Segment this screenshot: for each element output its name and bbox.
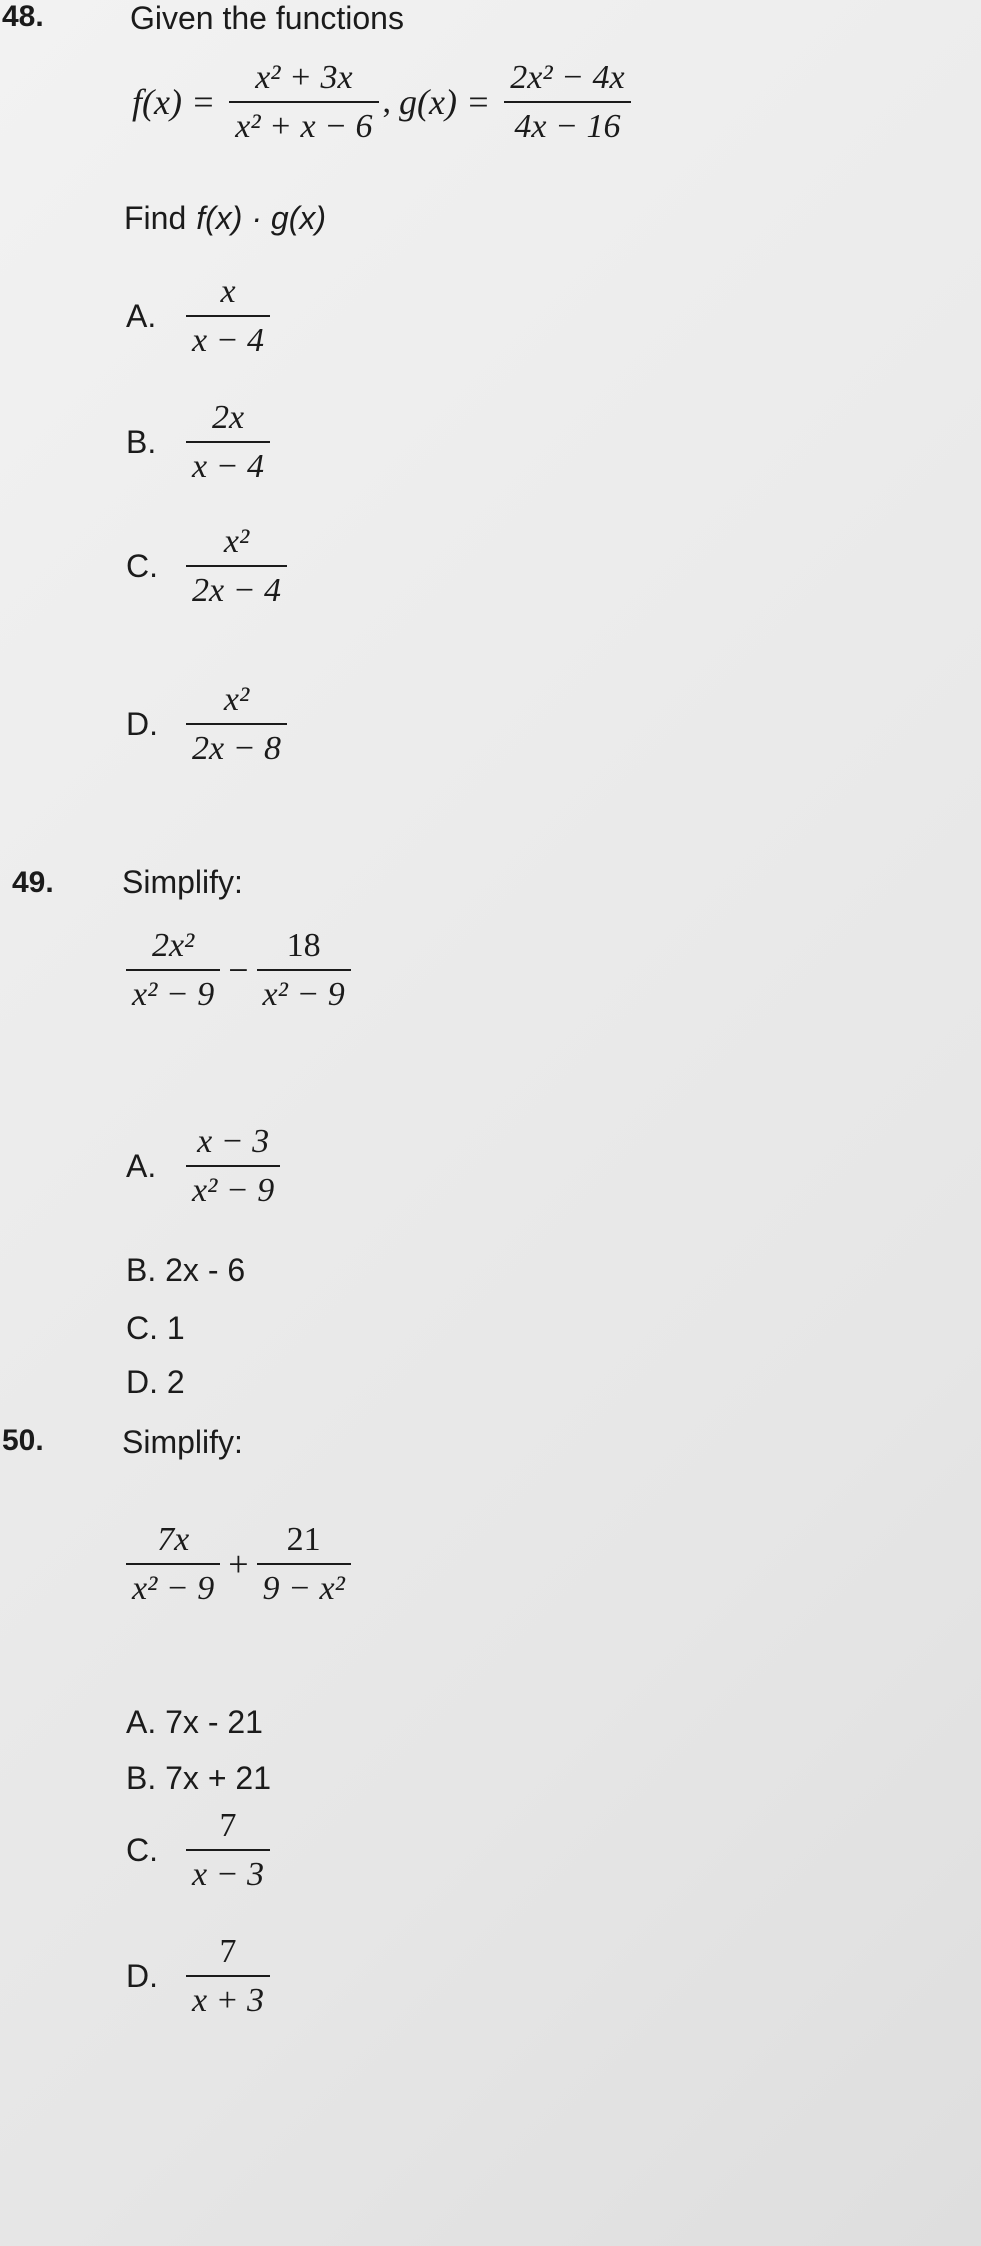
option-denominator: x − 4	[192, 322, 265, 360]
g-denominator: 4x − 16	[514, 108, 621, 146]
q49-option-c[interactable]: C. 1	[126, 1310, 185, 1346]
option-denominator: x − 4	[192, 448, 265, 486]
minus-operator: −	[228, 950, 249, 991]
q49-option-a[interactable]	[126, 1122, 280, 1210]
option-fraction	[186, 1932, 270, 2020]
fraction-bar	[126, 969, 220, 971]
option-denominator: x − 3	[192, 1856, 265, 1894]
q50-prompt: Simplify:	[122, 1424, 243, 1460]
term-numerator: 18	[286, 927, 321, 964]
q48-function-definitions: f(x) = $\frac{\text{x² + 3x}}{\text{x² + x − 6}}$ , g(x) = $\frac{\text{2x² − 4x}}{4x - 16}$	[132, 58, 631, 146]
fraction-bar	[186, 565, 287, 567]
option-numerator: 7	[219, 1807, 237, 1844]
q50-term-1	[126, 1520, 220, 1608]
option-numerator: x²	[223, 523, 250, 560]
fraction-bar	[186, 723, 287, 725]
option-numerator: 7	[219, 1933, 237, 1970]
find-prefix: Find	[124, 200, 187, 236]
q50-option-a[interactable]: A. 7x - 21	[126, 1704, 263, 1740]
q50-option-c[interactable]	[126, 1806, 270, 1894]
q48-option-a[interactable]	[126, 272, 270, 360]
f-fraction	[229, 58, 378, 146]
q49-term-1	[126, 926, 220, 1014]
q48-option-c[interactable]	[126, 522, 287, 610]
question-number-49: 49.	[12, 866, 54, 899]
q49-term-2	[257, 926, 351, 1014]
term-denominator: x² − 9	[132, 976, 215, 1014]
q50-term-2	[257, 1520, 351, 1608]
f-numerator: x² + 3x	[255, 59, 353, 96]
option-fraction	[186, 522, 287, 610]
q49-prompt: Simplify:	[122, 864, 243, 900]
option-denominator: 2x − 4	[192, 572, 282, 610]
option-denominator: x² − 9	[192, 1172, 275, 1210]
option-numerator: 2x	[211, 399, 245, 436]
f-denominator: x² + x − 6	[235, 108, 373, 146]
term-numerator: 7x	[157, 1521, 190, 1558]
option-letter: D.	[126, 1957, 158, 1994]
option-letter: B.	[126, 423, 157, 460]
option-letter: A.	[126, 1147, 157, 1184]
option-fraction	[186, 272, 270, 360]
q49-expression	[126, 926, 351, 1014]
option-fraction	[186, 398, 270, 486]
fraction-bar	[186, 315, 270, 317]
term-denominator: 9 − x²	[262, 1570, 345, 1608]
q49-option-b[interactable]: B. 2x - 6	[126, 1252, 246, 1288]
plus-operator: +	[228, 1544, 249, 1585]
option-numerator: x²	[223, 681, 250, 718]
question-number-48: 48.	[2, 0, 44, 33]
fraction-bar	[186, 1849, 270, 1851]
fraction-bar	[257, 1563, 351, 1565]
f-label: f(x) =	[132, 82, 216, 123]
q50-expression	[126, 1520, 351, 1608]
q49-option-d[interactable]: D. 2	[126, 1364, 185, 1400]
q50-option-b[interactable]: B. 7x + 21	[126, 1760, 271, 1796]
fraction-bar	[186, 1165, 280, 1167]
option-letter: C.	[126, 1831, 158, 1868]
term-numerator: 21	[286, 1521, 321, 1558]
g-numerator: 2x² − 4x	[510, 59, 625, 96]
option-fraction	[186, 1122, 280, 1210]
option-numerator: x − 3	[197, 1123, 270, 1160]
q48-find-line	[124, 200, 326, 237]
option-letter: D.	[126, 705, 158, 742]
option-denominator: x + 3	[192, 1982, 265, 2020]
fraction-bar	[126, 1563, 220, 1565]
f-fraction-bar	[229, 101, 378, 103]
fraction-bar	[257, 969, 351, 971]
find-expression: f(x) · g(x)	[196, 200, 326, 236]
option-letter: A.	[126, 297, 157, 334]
option-fraction	[186, 680, 287, 768]
q48-intro: Given the functions	[130, 0, 404, 36]
option-letter: C.	[126, 547, 158, 584]
g-label: g(x) =	[399, 82, 491, 123]
term-numerator: 2x²	[151, 927, 195, 964]
term-denominator: x² − 9	[262, 976, 345, 1014]
fraction-bar	[186, 441, 270, 443]
q50-option-d[interactable]	[126, 1932, 270, 2020]
q48-option-d[interactable]	[126, 680, 287, 768]
question-number-50: 50.	[2, 1424, 44, 1457]
option-numerator: x	[220, 273, 236, 310]
term-denominator: x² − 9	[132, 1570, 215, 1608]
option-fraction	[186, 1806, 270, 1894]
g-fraction	[504, 58, 630, 146]
q48-option-b[interactable]	[126, 398, 270, 486]
g-fraction-bar	[504, 101, 630, 103]
fraction-bar	[186, 1975, 270, 1977]
option-denominator: 2x − 8	[192, 730, 282, 768]
